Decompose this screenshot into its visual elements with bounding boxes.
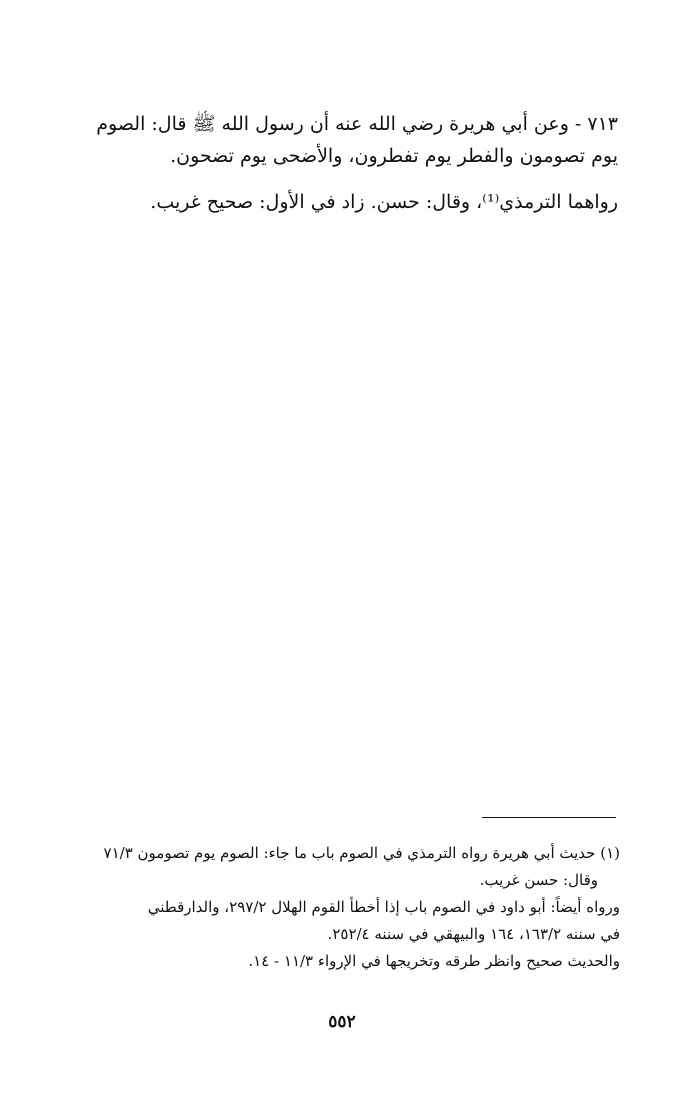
hadith-line-2: يوم تصومون والفطر يوم تفطرون، والأضحى يوم تضحون. — [170, 145, 618, 167]
hadith-line-1: ٧١٣ - وعن أبي هريرة رضي الله عنه أن رسول الله ﷺ قال: الصوم — [96, 113, 618, 135]
footnote-line-4: في سننه ١٦٣/٢، ١٦٤ والبيهقي في سننه ٢٥٢/٤. — [327, 925, 620, 943]
footnote-line-1: (١) حديث أبي هريرة رواه الترمذي في الصوم باب ما جاء: الصوم يوم تصومون ٧١/٣ — [103, 844, 620, 862]
page-number: ٥٥٢ — [328, 1012, 356, 1032]
narration-paragraph: رواهما الترمذي⁽¹⁾، وقال: حسن. زاد في الأول: صحيح غريب. — [150, 191, 618, 213]
footnote-line-5: والحديث صحيح وانظر طرقه وتخريجها في الإرواء ١١/٣ - ١٤. — [248, 952, 620, 970]
main-text — [54, 108, 618, 218]
footnote-line-2: وقال: حسن غريب. — [479, 871, 598, 889]
footnote-separator — [482, 817, 616, 818]
footnotes — [56, 840, 620, 975]
hadith-paragraph — [54, 108, 618, 172]
footnote-line-3: ورواه أيضاً: أبو داود في الصوم باب إذا أخطأ القوم الهلال ٢٩٧/٢، والدارقطني — [147, 898, 620, 916]
